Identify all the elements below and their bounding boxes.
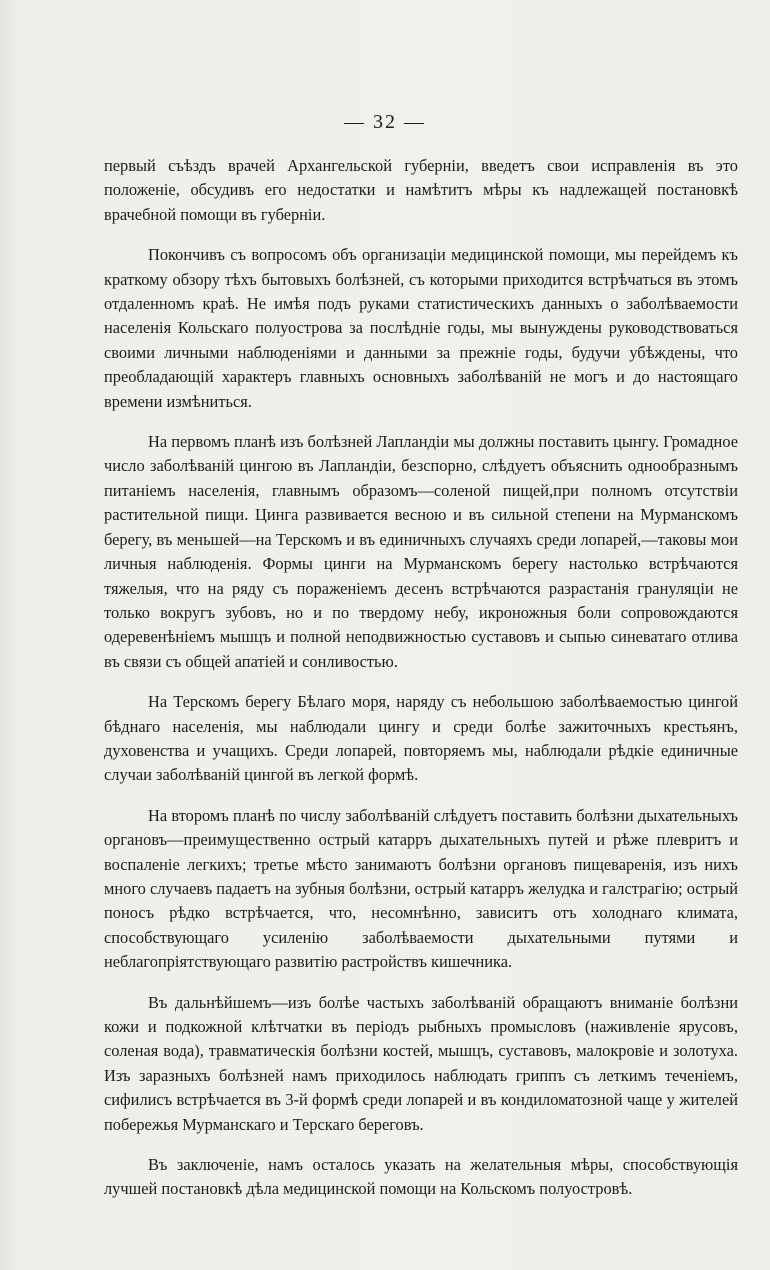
paragraph: На первомъ планѣ изъ болѣзней Лапландіи мы должны поставить цынгу. Громадное число заболѣваній цингою въ Лапландіи, безспорно, слѣдуетъ объяснить однообразнымъ питаніемъ населенія, главнымъ образомъ—соленой пищей,при полномъ отсутствіи растительной пищи. Цинга развивается весною и въ сильной степени на Мурманскомъ берегу, въ меньшей—на Терскомъ и въ единичныхъ случаяхъ среди лопарей,—таковы мои личныя наблюденія. Формы цинги на Мурманскомъ берегу настолько встрѣчаются тяжелыя, что на ряду съ пораженіемъ десенъ встрѣчаются разрастанія грануляціи не только вокругъ зубовъ, но и по твердому небу, икроножныя боли сопровождаются одеревенѣніемъ мышцъ и полной неподвижностью суставовъ и сыпью синеватаго отлива въ связи съ общей апатіей и сонливостью.: [104, 432, 738, 671]
page-number: — 32 —: [344, 111, 426, 133]
paragraph: Въ заключеніе, намъ осталось указать на желательныя мѣры, способствующія лучшей постановкѣ дѣла медицинской помощи на Кольскомъ полуостровѣ.: [104, 1155, 738, 1199]
paragraph: На Терскомъ берегу Бѣлаго моря, наряду съ небольшою заболѣваемостью цингой бѣднаго населенія, мы наблюдали цингу и среди болѣе зажиточныхъ крестьянъ, духовенства и учащихъ. Среди лопарей, повторяемъ мы, наблюдали рѣдкіе единичные случаи заболѣваній цингой въ легкой формѣ.: [104, 692, 738, 785]
paragraph: Покончивъ съ вопросомъ объ организаціи медицинской помощи, мы перейдемъ къ краткому обзору тѣхъ бытовыхъ болѣзней, съ которыми приходится встрѣчаться въ этомъ отдаленномъ краѣ. Не имѣя подъ руками статистическихъ данныхъ о заболѣваемости населенія Кольскаго полуострова за послѣдніе годы, мы вынуждены руководствоваться своими личными наблюденіями и данными за прежніе годы, будучи убѣждены, что преобладающій характеръ главныхъ основныхъ заболѣваній не могъ и до настоящаго времени измѣниться.: [104, 245, 738, 411]
text-body: [104, 154, 738, 1202]
paragraph: На второмъ планѣ по числу заболѣваній слѣдуетъ поставить болѣзни дыхательныхъ органовъ—преимущественно острый катарръ дыхательныхъ путей и рѣже плевритъ и воспаленіе легкихъ; третье мѣсто занимаютъ болѣзни органовъ пищеваренія, изъ нихъ много случаевъ падаетъ на зубныя болѣзни, острый катарръ желудка и галстрагію; острый поносъ рѣдко встрѣчается, что, несомнѣнно, зависитъ отъ холоднаго климата, способствующаго усиленію заболѣваемости дыхательными путями и неблагопріятствующаго развитію растройствъ кишечника.: [104, 805, 738, 972]
paragraph: Въ дальнѣйшемъ—изъ болѣе частыхъ заболѣваній обращаютъ вниманіе болѣзни кожи и подкожной клѣтчатки въ періодъ рыбныхъ промысловъ (наживленіе ярусовъ, соленая вода), травматическія болѣзни костей, мышцъ, суставовъ, малокровіе и золотуха. Изъ заразныхъ болѣзней намъ приходилось наблюдать гриппъ съ леткимъ теченіемъ, сифилисъ встрѣчается въ 3-й формѣ среди лопарей и въ кондиломатозной чаще у жителей побережья Мурманскаго и Терскаго береговъ.: [104, 992, 738, 1134]
paragraph-continuation: первый съѣздъ врачей Архангельской губерніи, введетъ свои исправленія въ это положеніе, обсудивъ его недостатки и намѣтитъ мѣры къ надлежащей постановкѣ врачебной помощи въ губерніи.: [104, 156, 738, 224]
